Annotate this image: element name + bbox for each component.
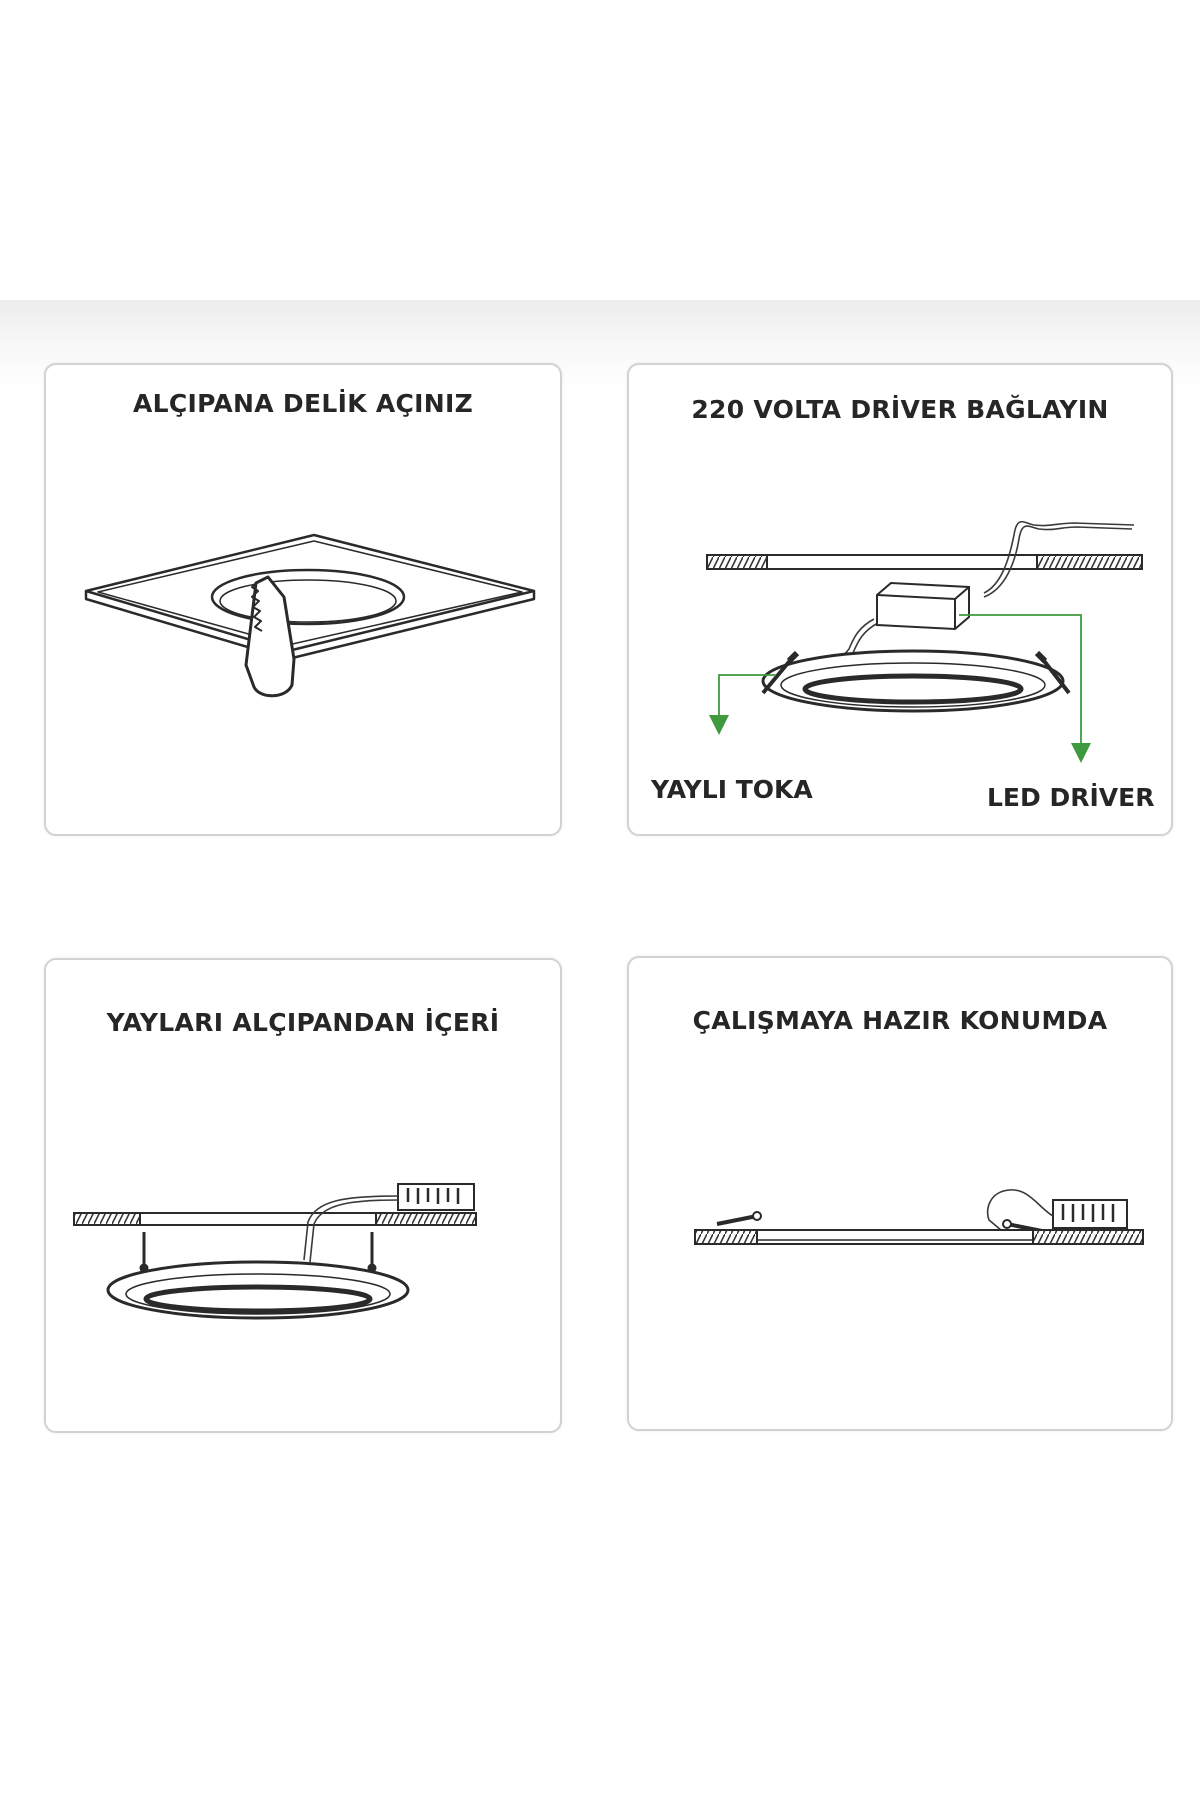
step-card-connect-driver	[627, 363, 1173, 836]
step-card-ready	[627, 956, 1173, 1431]
led-driver-box	[398, 1184, 474, 1210]
ceiling-board	[695, 1230, 1143, 1244]
spring-clip-label: YAYLI TOKA	[651, 775, 813, 804]
led-panel	[763, 651, 1063, 711]
step-card-cut-hole	[44, 363, 562, 836]
ceiling-board	[74, 1213, 476, 1225]
step-title: ÇALIŞMAYA HAZIR KONUMDA	[692, 1006, 1108, 1035]
drywall-saw-illustration	[46, 365, 560, 834]
led-driver-box	[1053, 1200, 1127, 1228]
ceiling-board	[707, 555, 1142, 569]
led-panel	[108, 1262, 408, 1318]
step-title: ALÇIPANA DELİK AÇINIZ	[132, 389, 474, 418]
ceiling-hole	[212, 570, 404, 624]
driver-wiring-illustration	[629, 365, 1171, 834]
insert-springs-illustration	[46, 960, 560, 1431]
step-card-insert-springs	[44, 958, 562, 1433]
step-title: YAYLARI ALÇIPANDAN İÇERİ	[106, 1008, 500, 1037]
led-driver-box	[877, 583, 969, 629]
installed-panel-illustration	[629, 958, 1171, 1429]
led-driver-label: LED DRİVER	[987, 783, 1155, 812]
step-title: 220 VOLTA DRİVER BAĞLAYIN	[691, 395, 1109, 424]
